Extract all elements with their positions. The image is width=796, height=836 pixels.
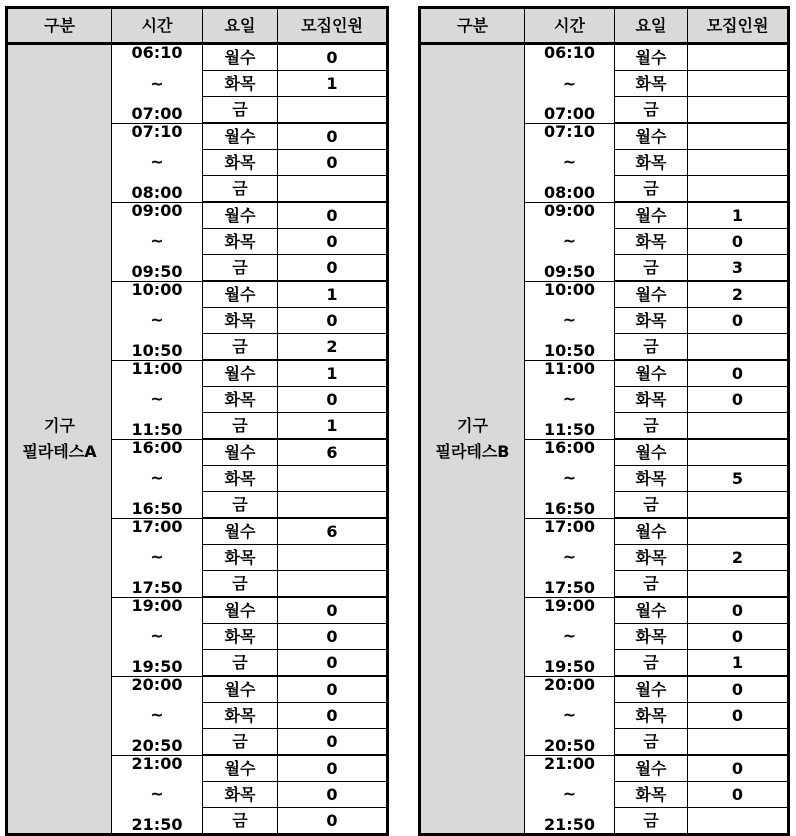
day-cell: 월수: [615, 597, 688, 624]
time-separator: ~: [562, 626, 577, 645]
recruit-count: [688, 150, 789, 176]
category-cell: [420, 44, 525, 835]
day-cell: 금: [203, 413, 278, 440]
day-cell: 화목: [615, 703, 688, 729]
day-cell: 월수: [615, 202, 688, 229]
day-cell: 화목: [203, 782, 278, 808]
recruit-count: [688, 176, 789, 203]
recruit-count: 2: [688, 545, 789, 571]
recruit-count: 6: [278, 518, 388, 545]
time-start: 07:10: [131, 123, 183, 141]
time-separator: ~: [562, 468, 577, 487]
time-cell: [112, 202, 203, 281]
time-end: 20:50: [544, 735, 595, 755]
recruit-count: 0: [278, 755, 388, 782]
time-start: 07:10: [544, 123, 595, 141]
recruit-count: [688, 729, 789, 756]
day-cell: 금: [203, 808, 278, 835]
time-separator: ~: [150, 310, 164, 329]
time-cell: [525, 44, 615, 124]
day-cell: 월수: [615, 360, 688, 387]
recruit-count: 0: [688, 782, 789, 808]
day-cell: 화목: [615, 308, 688, 334]
recruit-count: [688, 492, 789, 519]
recruit-count: [688, 334, 789, 361]
recruit-count: 0: [278, 703, 388, 729]
time-separator: ~: [562, 389, 577, 408]
day-cell: 화목: [615, 229, 688, 255]
time-start: 11:00: [544, 360, 595, 378]
header-recruit: 모집인원: [688, 8, 789, 44]
day-cell: 화목: [203, 387, 278, 413]
day-cell: 금: [615, 97, 688, 124]
header-time: 시간: [525, 8, 615, 44]
day-cell: 금: [615, 176, 688, 203]
time-range: [525, 518, 614, 597]
time-range: [525, 597, 614, 676]
day-cell: 월수: [615, 518, 688, 545]
time-cell: [112, 360, 203, 439]
time-range: [112, 597, 202, 676]
time-range: [525, 43, 614, 123]
time-separator: ~: [150, 73, 164, 93]
time-cell: [112, 439, 203, 518]
time-cell: [525, 755, 615, 835]
time-separator: ~: [562, 705, 577, 724]
time-cell: [525, 123, 615, 202]
time-cell: [525, 676, 615, 755]
day-cell: 화목: [615, 150, 688, 176]
time-end: 09:50: [544, 261, 595, 281]
header-category: 구분: [420, 8, 525, 44]
recruit-count: 0: [278, 229, 388, 255]
time-cell: [525, 360, 615, 439]
time-start: 10:00: [131, 281, 183, 299]
time-start: 19:00: [131, 597, 183, 615]
day-cell: 월수: [203, 518, 278, 545]
time-cell: [112, 281, 203, 360]
recruit-count: [688, 439, 789, 466]
time-cell: [525, 281, 615, 360]
recruit-count: 6: [278, 439, 388, 466]
time-end: 19:50: [544, 656, 595, 676]
time-end: 11:50: [131, 419, 183, 439]
recruit-count: 0: [278, 150, 388, 176]
day-cell: 금: [615, 334, 688, 361]
time-range: [112, 518, 202, 597]
day-cell: 화목: [615, 71, 688, 97]
time-range: [525, 676, 614, 755]
recruit-count: 0: [688, 387, 789, 413]
recruit-count: [278, 466, 388, 492]
recruit-count: 5: [688, 466, 789, 492]
recruit-count: 0: [688, 597, 789, 624]
time-cell: [525, 597, 615, 676]
header-time: 시간: [112, 8, 203, 44]
recruit-count: [688, 44, 789, 71]
day-cell: 월수: [203, 360, 278, 387]
recruit-count: 2: [278, 334, 388, 361]
day-cell: 월수: [203, 755, 278, 782]
day-cell: 화목: [203, 229, 278, 255]
time-start: 20:00: [131, 676, 183, 694]
time-end: 20:50: [131, 735, 183, 755]
category-line: 필라테스A: [22, 442, 97, 461]
time-end: 08:00: [131, 182, 183, 202]
time-separator: ~: [150, 389, 164, 408]
header-row: [7, 8, 388, 44]
time-start: 16:00: [544, 439, 595, 457]
category-line: 기구: [457, 416, 488, 435]
time-separator: ~: [562, 310, 577, 329]
time-end: 09:50: [131, 261, 183, 281]
time-range: [525, 281, 614, 360]
header-category: 구분: [7, 8, 112, 44]
time-start: 10:00: [544, 281, 595, 299]
recruit-count: 0: [278, 44, 388, 71]
recruit-count: 0: [688, 229, 789, 255]
schedule-table-b: [418, 6, 790, 836]
time-start: 17:00: [131, 518, 183, 536]
day-cell: 월수: [615, 123, 688, 150]
time-end: 16:50: [544, 498, 595, 518]
time-end: 17:50: [131, 577, 183, 597]
time-end: 21:50: [131, 814, 183, 834]
recruit-count: 0: [688, 703, 789, 729]
time-end: 07:00: [131, 104, 183, 123]
day-cell: 금: [615, 808, 688, 835]
time-cell: [112, 123, 203, 202]
recruit-count: [278, 545, 388, 571]
schedule-table-a: [5, 6, 389, 836]
time-end: 07:00: [544, 104, 595, 123]
day-cell: 금: [203, 492, 278, 519]
time-end: 10:50: [544, 340, 595, 360]
recruit-count: 0: [688, 755, 789, 782]
recruit-count: 0: [278, 676, 388, 703]
recruit-count: [278, 571, 388, 598]
time-start: 06:10: [544, 43, 595, 62]
time-start: 17:00: [544, 518, 595, 536]
time-cell: [112, 597, 203, 676]
day-cell: 화목: [615, 387, 688, 413]
day-cell: 화목: [203, 150, 278, 176]
time-start: 20:00: [544, 676, 595, 694]
time-cell: [112, 518, 203, 597]
recruit-count: 0: [278, 729, 388, 756]
time-cell: [525, 518, 615, 597]
day-cell: 월수: [615, 281, 688, 308]
time-start: 21:00: [544, 755, 595, 773]
time-end: 21:50: [544, 814, 595, 834]
day-cell: 금: [203, 334, 278, 361]
time-separator: ~: [150, 468, 164, 487]
header-row: [420, 8, 789, 44]
recruit-count: 1: [278, 413, 388, 440]
recruit-count: 0: [278, 387, 388, 413]
recruit-count: 1: [278, 71, 388, 97]
day-cell: 월수: [615, 676, 688, 703]
time-range: [112, 43, 202, 123]
header-day: 요일: [615, 8, 688, 44]
time-start: 19:00: [544, 597, 595, 615]
time-range: [112, 123, 202, 202]
recruit-count: 0: [278, 308, 388, 334]
table-row: [7, 44, 388, 71]
day-cell: 월수: [203, 202, 278, 229]
time-range: [112, 439, 202, 518]
recruit-count: 0: [688, 360, 789, 387]
day-cell: 월수: [615, 755, 688, 782]
recruit-count: 0: [278, 597, 388, 624]
day-cell: 화목: [203, 308, 278, 334]
recruit-count: 0: [278, 808, 388, 835]
recruit-count: 1: [688, 650, 789, 677]
time-range: [112, 676, 202, 755]
recruit-count: 0: [278, 624, 388, 650]
recruit-count: 0: [688, 308, 789, 334]
time-separator: ~: [150, 784, 164, 803]
recruit-count: [688, 808, 789, 835]
time-end: 10:50: [131, 340, 183, 360]
day-cell: 금: [203, 97, 278, 124]
recruit-count: 0: [688, 676, 789, 703]
time-range: [112, 202, 202, 281]
time-range: [112, 755, 202, 834]
day-cell: 금: [203, 650, 278, 677]
time-start: 09:00: [131, 202, 183, 220]
day-cell: 금: [615, 650, 688, 677]
day-cell: 금: [615, 729, 688, 756]
day-cell: 금: [615, 492, 688, 519]
day-cell: 월수: [203, 597, 278, 624]
time-end: 08:00: [544, 182, 595, 202]
recruit-count: [688, 71, 789, 97]
time-separator: ~: [562, 231, 577, 250]
time-separator: ~: [150, 626, 164, 645]
time-start: 09:00: [544, 202, 595, 220]
recruit-count: 0: [278, 123, 388, 150]
time-start: 21:00: [131, 755, 183, 773]
day-cell: 월수: [203, 123, 278, 150]
recruit-count: [278, 176, 388, 203]
day-cell: 월수: [203, 439, 278, 466]
recruit-count: 0: [278, 782, 388, 808]
recruit-count: [688, 571, 789, 598]
day-cell: 금: [615, 571, 688, 598]
time-range: [525, 202, 614, 281]
day-cell: 화목: [203, 545, 278, 571]
category-line: 필라테스B: [435, 442, 510, 461]
time-cell: [112, 44, 203, 124]
table-row: [420, 44, 789, 71]
recruit-count: 3: [688, 255, 789, 282]
header-recruit: 모집인원: [278, 8, 388, 44]
recruit-count: [688, 97, 789, 124]
recruit-count: 0: [278, 255, 388, 282]
day-cell: 화목: [615, 782, 688, 808]
category-line: 기구: [44, 416, 75, 435]
time-separator: ~: [562, 784, 577, 803]
time-separator: ~: [562, 73, 577, 93]
day-cell: 화목: [615, 466, 688, 492]
time-start: 16:00: [131, 439, 183, 457]
recruit-count: 1: [278, 360, 388, 387]
time-separator: ~: [150, 152, 164, 171]
time-cell: [525, 439, 615, 518]
recruit-count: [688, 518, 789, 545]
time-end: 16:50: [131, 498, 183, 518]
day-cell: 금: [203, 571, 278, 598]
day-cell: 월수: [615, 44, 688, 71]
recruit-count: [278, 492, 388, 519]
header-day: 요일: [203, 8, 278, 44]
category-cell: [7, 44, 112, 835]
recruit-count: [688, 123, 789, 150]
time-cell: [112, 755, 203, 835]
recruit-count: 0: [688, 624, 789, 650]
day-cell: 월수: [203, 44, 278, 71]
time-cell: [112, 676, 203, 755]
time-range: [525, 123, 614, 202]
day-cell: 화목: [203, 624, 278, 650]
time-range: [525, 439, 614, 518]
day-cell: 금: [615, 413, 688, 440]
day-cell: 금: [203, 255, 278, 282]
time-start: 06:10: [131, 43, 183, 62]
recruit-count: 1: [688, 202, 789, 229]
time-cell: [525, 202, 615, 281]
day-cell: 금: [203, 729, 278, 756]
time-range: [525, 755, 614, 834]
time-separator: ~: [150, 231, 164, 250]
day-cell: 월수: [615, 439, 688, 466]
day-cell: 월수: [203, 281, 278, 308]
day-cell: 금: [615, 255, 688, 282]
day-cell: 화목: [203, 71, 278, 97]
time-separator: ~: [150, 705, 164, 724]
recruit-count: [278, 97, 388, 124]
day-cell: 금: [203, 176, 278, 203]
time-separator: ~: [150, 547, 164, 566]
time-separator: ~: [562, 547, 577, 566]
time-end: 19:50: [131, 656, 183, 676]
recruit-count: 2: [688, 281, 789, 308]
day-cell: 화목: [203, 466, 278, 492]
recruit-count: 1: [278, 281, 388, 308]
recruit-count: 0: [278, 202, 388, 229]
time-start: 11:00: [131, 360, 183, 378]
recruit-count: [688, 413, 789, 440]
day-cell: 화목: [615, 545, 688, 571]
time-range: [525, 360, 614, 439]
day-cell: 월수: [203, 676, 278, 703]
time-end: 11:50: [544, 419, 595, 439]
time-range: [112, 360, 202, 439]
time-separator: ~: [562, 152, 577, 171]
day-cell: 화목: [203, 703, 278, 729]
time-range: [112, 281, 202, 360]
time-end: 17:50: [544, 577, 595, 597]
day-cell: 화목: [615, 624, 688, 650]
recruit-count: 0: [278, 650, 388, 677]
